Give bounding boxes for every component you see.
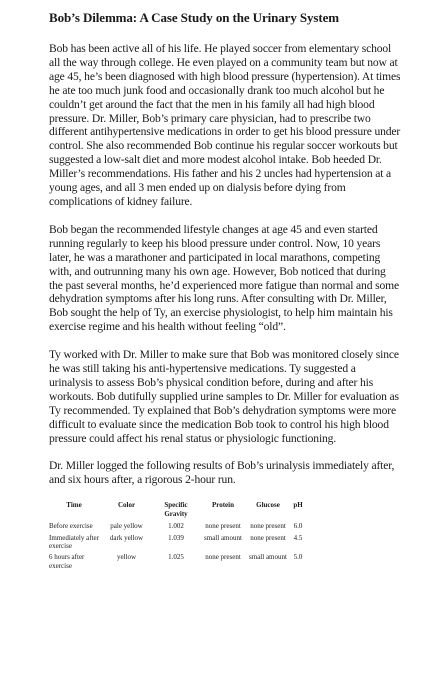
document-title: Bob’s Dilemma: A Case Study on the Urinary System bbox=[49, 10, 340, 25]
table-header-row bbox=[49, 501, 308, 522]
header-ph: pH bbox=[293, 501, 303, 510]
cell-glucose: small amount bbox=[249, 553, 287, 562]
cell-color: dark yellow bbox=[109, 533, 144, 542]
table-row bbox=[49, 553, 308, 573]
cell-ph: 4.5 bbox=[293, 533, 303, 542]
cell-glucose: none present bbox=[250, 522, 286, 531]
cell-protein: none present bbox=[205, 522, 241, 531]
cell-time: Before exercise bbox=[49, 522, 93, 531]
paragraph-1: Bob has been active all of his life. He played soccer from elementary school all the way through college. He even played on a community team but now at age 45, he’s been diagnosed with high blood pressure (hypertension). At times he ate too much junk food and occasionally drank too much alcohol but he couldn’t get around the fact that the men in his family all had high blood pressure. Dr. Miller, Bob’s primary care physician, had to prescribe two different antihypertensive medications in order to get his blood pressure under control. She also recommended Bob continue his regular soccer workouts but suggested a low-salt diet and more modest alcohol intake. Bob heeded Dr. Miller’s recommendations. His father and his 2 uncles had hypertension at a young ages, and all 3 men ended up on dialysis before dying from complications of kidney failure. bbox=[49, 42, 401, 208]
cell-glucose: none present bbox=[250, 533, 286, 542]
document-page bbox=[49, 10, 401, 573]
paragraph-4: Dr. Miller logged the following results of Bob’s urinalysis immediately after, and six hours after, a rigorous 2-hour run. bbox=[49, 459, 395, 487]
cell-protein: small amount bbox=[204, 533, 242, 542]
cell-ph: 6.0 bbox=[293, 522, 303, 531]
cell-specific-gravity: 1.039 bbox=[168, 533, 184, 542]
cell-time: Immediately after exercise bbox=[49, 533, 99, 550]
header-color: Color bbox=[117, 501, 136, 510]
cell-specific-gravity: 1.025 bbox=[168, 553, 184, 562]
cell-ph: 5.0 bbox=[293, 553, 303, 562]
table-row bbox=[49, 534, 308, 554]
cell-specific-gravity: 1.002 bbox=[168, 522, 184, 531]
header-time: Time bbox=[66, 501, 82, 510]
table-row bbox=[49, 522, 308, 533]
header-glucose: Glucose bbox=[256, 501, 280, 510]
paragraph-3: Ty worked with Dr. Miller to make sure that Bob was monitored closely since he was still taking his anti-hypertensive medications. Ty suggested a urinalysis to assess Bob’s physical condition before, during and after his workouts. Bob dutifully supplied urine samples to Dr. Miller for evaluation as Ty recommended. Ty explained that Bob’s dehydration symptoms were more difficult to evaluate since the medication Bob took to control his high blood pressure could affect his renal status or physiologic functioning. bbox=[49, 348, 399, 445]
paragraph-2: Bob began the recommended lifestyle changes at age 45 and even started running regularly to keep his blood pressure under control. Now, 10 years later, he was a marathoner and participated in local marathons, competing with, and outrunning many his own age. However, Bob noticed that during the past several months, he’d experienced more fatigue than normal and some dehydration symptoms after his long runs. After consulting with Dr. Miller, Bob sought the help of Ty, an exercise physiologist, to help him maintain his exercise regime and his health without feeling “old”. bbox=[49, 222, 399, 334]
cell-color: yellow bbox=[116, 553, 137, 562]
cell-color: pale yellow bbox=[110, 522, 143, 531]
header-specific-gravity: Specific Gravity bbox=[164, 501, 188, 518]
header-protein: Protein bbox=[211, 501, 235, 510]
cell-time: 6 hours after exercise bbox=[49, 553, 85, 570]
urinalysis-table bbox=[49, 501, 308, 573]
cell-protein: none present bbox=[205, 553, 241, 562]
